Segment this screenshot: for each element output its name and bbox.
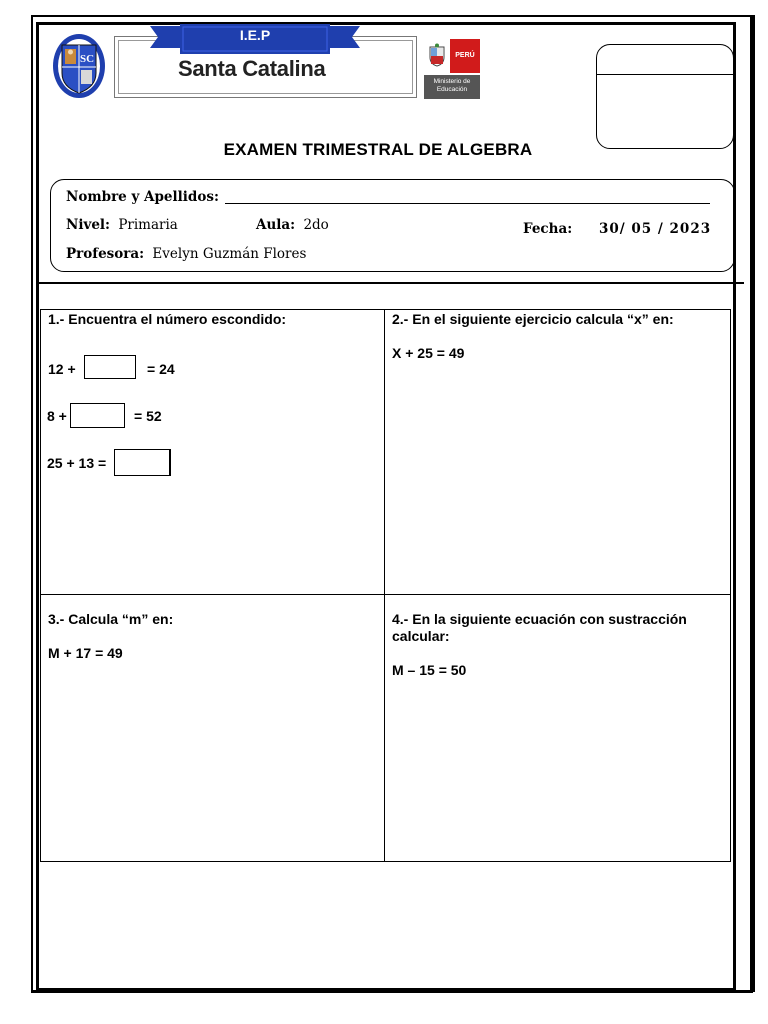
q1-eq2-left: 8 + — [47, 408, 67, 424]
student-info-box — [50, 179, 735, 272]
ribbon-text: I.E.P — [239, 27, 271, 43]
name-label: Nombre y Apellidos: — [66, 189, 219, 205]
q1-eq1-left: 12 + — [48, 361, 76, 377]
q4-title-line2: calcular: — [392, 628, 450, 644]
seal-initials: SC — [79, 53, 95, 65]
q1-answer-box-3[interactable] — [114, 449, 171, 476]
ministry-label — [424, 75, 480, 99]
page-border-right — [750, 16, 753, 991]
name-write-line[interactable] — [225, 203, 710, 204]
q1-eq3-left: 25 + 13 = — [47, 455, 107, 471]
peru-shield-icon — [428, 43, 446, 67]
q3-equation: M + 17 = 49 — [48, 645, 123, 661]
q2-title: 2.- En el siguiente ejercicio calcula “x” en: — [392, 311, 674, 327]
date-label: Fecha: — [523, 221, 573, 237]
page-border-bottom — [31, 990, 753, 993]
grade-box[interactable] — [596, 44, 734, 149]
ministry-line2: Educación — [436, 86, 468, 93]
questions-grid — [40, 309, 731, 862]
q1-eq1-right: = 24 — [147, 361, 175, 377]
q2-equation: X + 25 = 49 — [392, 345, 465, 361]
grid-horizontal-divider — [40, 594, 731, 595]
teacher-label: Profesora: — [66, 246, 145, 262]
date-value: 30/ 05 / 2023 — [599, 221, 712, 237]
classroom-label: Aula: — [256, 217, 296, 233]
q1-title: 1.- Encuentra el número escondido: — [48, 311, 287, 327]
q3-title: 3.- Calcula “m” en: — [48, 611, 174, 627]
exam-title: EXAMEN TRIMESTRAL DE ALGEBRA — [223, 140, 533, 159]
ministry-line1: Ministerio de — [433, 78, 471, 85]
q4-title-line1: 4.- En la siguiente ecuación con sustracción — [392, 611, 687, 627]
classroom-value: 2do — [303, 217, 329, 233]
q1-eq2-right: = 52 — [134, 408, 162, 424]
grid-vertical-divider — [384, 309, 385, 862]
q4-equation: M – 15 = 50 — [392, 662, 467, 678]
q1-answer-box-1[interactable] — [84, 355, 136, 379]
school-seal-logo — [52, 33, 106, 99]
peru-flag-label: PERÚ — [450, 39, 480, 73]
level-label: Nivel: — [66, 217, 111, 233]
q1-answer-box-2[interactable] — [70, 403, 125, 428]
level-value: Primaria — [118, 217, 178, 233]
school-name: Santa Catalina — [178, 56, 326, 81]
section-divider — [38, 282, 744, 284]
ministry-logo — [424, 37, 480, 99]
teacher-value: Evelyn Guzmán Flores — [152, 246, 307, 262]
